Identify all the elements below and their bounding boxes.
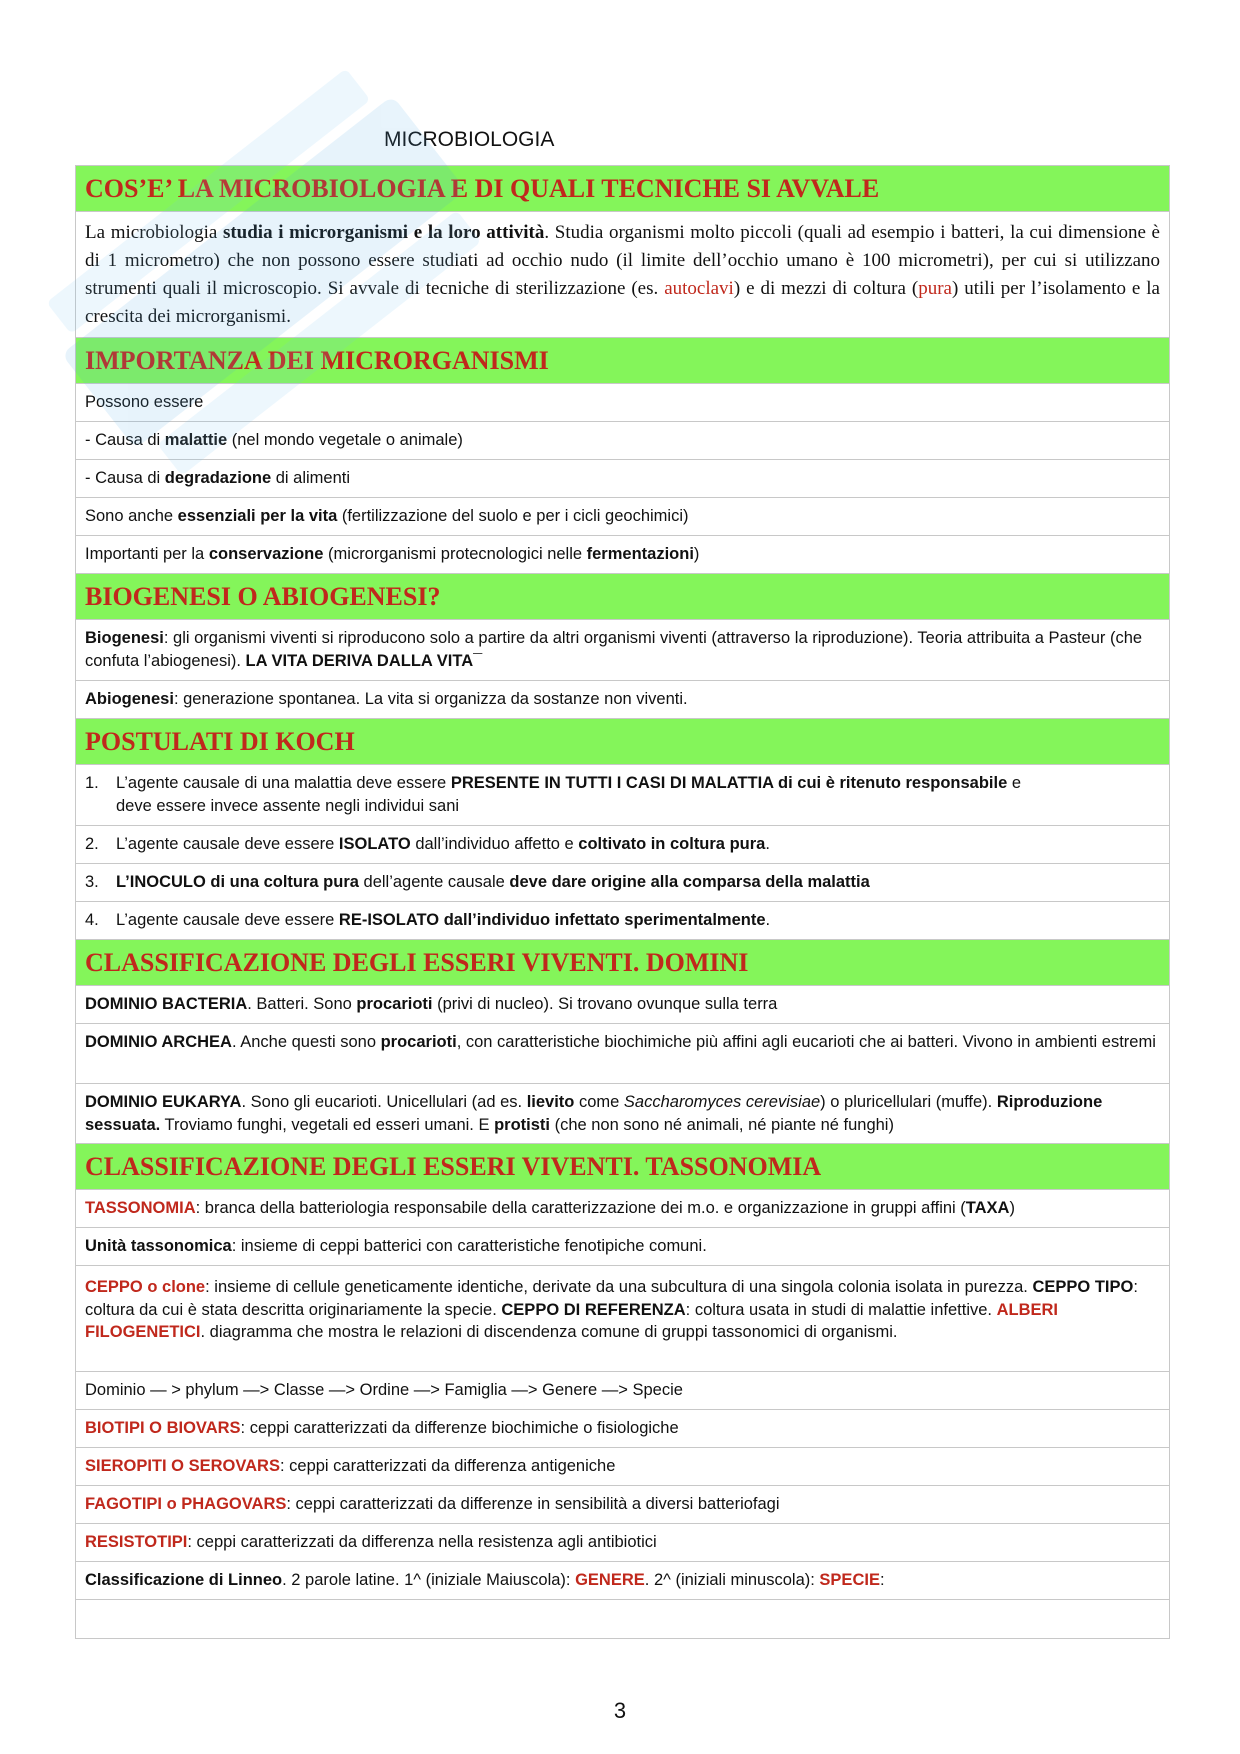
text-row: Importanti per la conservazione (microrganismi protecnologici nelle fermentazioni) xyxy=(76,535,1169,573)
text-row: Possono essere xyxy=(76,383,1169,421)
text-row: DOMINIO EUKARYA. Sono gli eucarioti. Unicellulari (ad es. lievito come Saccharomyces cerevisiae) o pluricellulari (muffe). Riproduzione sessuata. Troviamo funghi, vegetali ed esseri umani. E protisti (che non sono né animali, né piante né funghi) xyxy=(76,1083,1169,1143)
text-row: Unità tassonomica: insieme di ceppi batterici con caratteristiche fenotipiche comuni. xyxy=(76,1227,1169,1265)
text-row: SIEROPITI O SEROVARS: ceppi caratterizzati da differenza antigeniche xyxy=(76,1447,1169,1485)
text-row: - Causa di malattie (nel mondo vegetale o animale) xyxy=(76,421,1169,459)
text-row: Dominio — > phylum —> Classe —> Ordine —> Famiglia —> Genere —> Specie xyxy=(76,1371,1169,1409)
empty-row xyxy=(76,1599,1169,1638)
text-row: RESISTOTIPI: ceppi caratterizzati da differenza nella resistenza agli antibiotici xyxy=(76,1523,1169,1561)
text-row: Biogenesi: gli organismi viventi si riproducono solo a partire da altri organismi viventi (attraverso la riproduzione). Teoria attribuita a Pasteur (che confuta l’abiogenesi). LA VITA DERIVA DALLA VITA¯ xyxy=(76,619,1169,680)
page-number: 3 xyxy=(613,1698,627,1723)
text-row: DOMINIO ARCHEA. Anche questi sono procarioti, con caratteristiche biochimiche più affini agli eucarioti che ai batteri. Vivono in ambienti estremi xyxy=(76,1023,1169,1083)
list-item: 1. L’agente causale di una malattia deve essere PRESENTE IN TUTTI I CASI DI MALATTIA di cui è ritenuto responsabile e deve essere invece assente negli individui sani xyxy=(76,764,1169,825)
text-row: CEPPO o clone: insieme di cellule geneticamente identiche, derivate da una subcultura di una singola colonia isolata in purezza. CEPPO TIPO: coltura da cui è stata descritta originariamente la specie. CEPPO DI REFERENZA: coltura usata in studi di malattie infettive. ALBERI FILOGENETICI. diagramma che mostra le relazioni di discendenza comune di gruppi tassonomici di organismi. xyxy=(76,1265,1169,1371)
section-header-microbiologia: COS’E’ LA MICROBIOLOGIA E DI QUALI TECNICHE SI AVVALE xyxy=(76,165,1169,211)
text-row: TASSONOMIA: branca della batteriologia responsabile della caratterizzazione dei m.o. e organizzazione in gruppi affini (TAXA) xyxy=(76,1189,1169,1227)
section-header-tassonomia: CLASSIFICAZIONE DEGLI ESSERI VIVENTI. TASSONOMIA xyxy=(76,1143,1169,1189)
text-row: FAGOTIPI o PHAGOVARS: ceppi caratterizzati da differenze in sensibilità a diversi batteriofagi xyxy=(76,1485,1169,1523)
text-row: BIOTIPI O BIOVARS: ceppi caratterizzati da differenze biochimiche o fisiologiche xyxy=(76,1409,1169,1447)
text-row: DOMINIO BACTERIA. Batteri. Sono procarioti (privi di nucleo). Si trovano ovunque sulla terra xyxy=(76,985,1169,1023)
section-header-koch: POSTULATI DI KOCH xyxy=(76,718,1169,764)
section-header-importanza: IMPORTANZA DEI MICRORGANISMI xyxy=(76,337,1169,383)
document-title: MICROBIOLOGIA xyxy=(384,128,555,151)
text-row: - Causa di degradazione di alimenti xyxy=(76,459,1169,497)
list-item: 4. L’agente causale deve essere RE-ISOLATO dall’individuo infettato sperimentalmente. xyxy=(76,901,1169,939)
notes-table xyxy=(75,165,1170,1639)
section-header-domini: CLASSIFICAZIONE DEGLI ESSERI VIVENTI. DOMINI xyxy=(76,939,1169,985)
list-item: 3. L’INOCULO di una coltura pura dell’agente causale deve dare origine alla comparsa della malattia xyxy=(76,863,1169,901)
section-header-biogenesi: BIOGENESI O ABIOGENESI? xyxy=(76,573,1169,619)
text-row: Classificazione di Linneo. 2 parole latine. 1^ (iniziale Maiuscola): GENERE. 2^ (iniziali minuscola): SPECIE: xyxy=(76,1561,1169,1599)
text-row: Sono anche essenziali per la vita (fertilizzazione del suolo e per i cicli geochimici) xyxy=(76,497,1169,535)
text-row: La microbiologia studia i microrganismi e la loro attività. Studia organismi molto piccoli (quali ad esempio i batteri, la cui dimensione è di 1 micrometro) che non possono essere studiati ad occhio nudo (il limite dell’occhio umano è 100 micrometri), per cui si utilizzano strumenti quali il microscopio. Si avvale di tecniche di sterilizzazione (es. autoclavi) e di mezzi di coltura (pura) utili per l’isolamento e la crescita dei microrganismi. xyxy=(76,211,1169,337)
list-item: 2. L’agente causale deve essere ISOLATO dall’individuo affetto e coltivato in coltura pura. xyxy=(76,825,1169,863)
text-row: Abiogenesi: generazione spontanea. La vita si organizza da sostanze non viventi. xyxy=(76,680,1169,718)
